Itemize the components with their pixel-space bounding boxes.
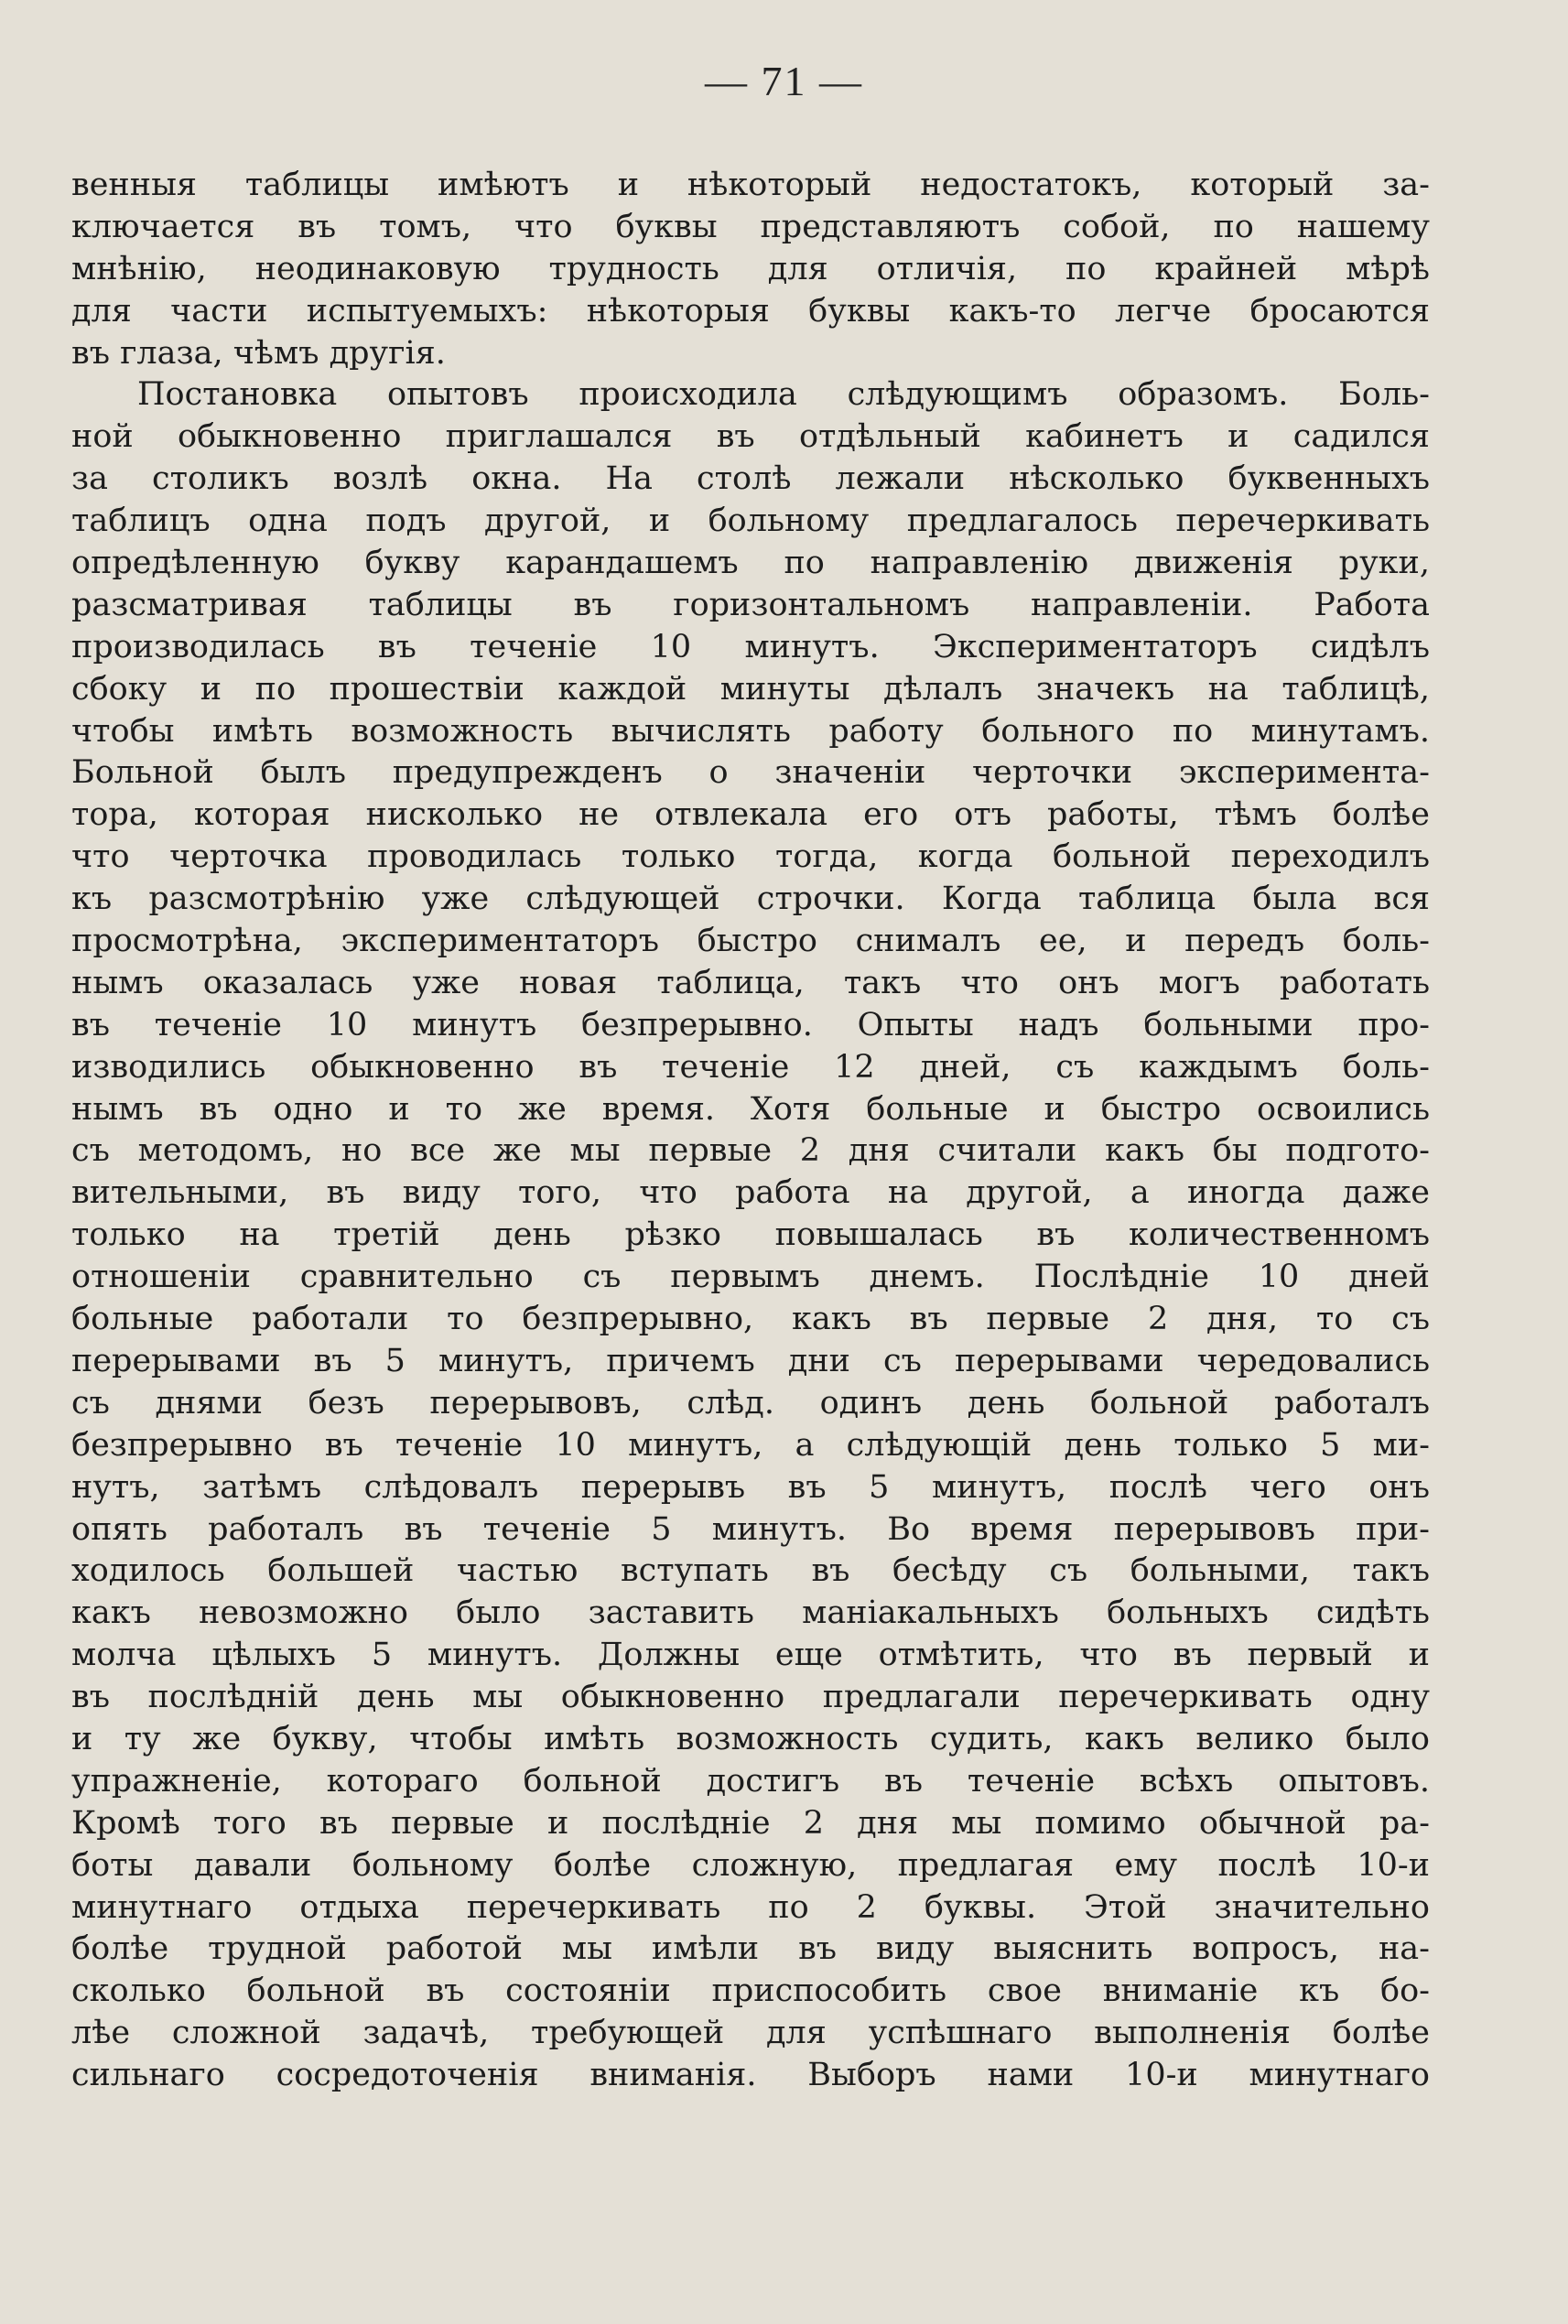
text-line: изводились обыкновенно въ теченіе 12 дней, съ каждымъ боль-: [71, 1048, 1430, 1086]
text-line: сбоку и по прошествіи каждой минуты дѣлалъ значекъ на таблицѣ,: [71, 670, 1430, 708]
text-line: просмотрѣна, экспериментаторъ быстро снималъ ее, и передъ боль-: [71, 923, 1430, 960]
text-line: въ теченіе 10 минутъ безпрерывно. Опыты надъ больными про-: [71, 1006, 1430, 1043]
text-line: чтобы имѣть возможность вычислять работу больного по минутамъ.: [71, 712, 1430, 750]
text-line: безпрерывно въ теченіе 10 минутъ, а слѣдующій день только 5 ми-: [71, 1426, 1430, 1464]
text-line: тора, которая нисколько не отвлекала его отъ работы, тѣмъ болѣе: [71, 796, 1430, 834]
text-line: Постановка опытовъ происходила слѣдующимъ образомъ. Боль-: [137, 376, 1430, 414]
paragraph-1: [71, 165, 1430, 374]
text-line: таблицъ одна подъ другой, и больному предлагалось перечеркивать: [71, 503, 1430, 540]
text-line: молча цѣлыхъ 5 минутъ. Должны еще отмѣтить, что въ первый и: [71, 1637, 1430, 1674]
text-line: болѣе трудной работой мы имѣли въ виду выяснить вопросъ, на-: [71, 1930, 1430, 1968]
text-line: съ методомъ, но все же мы первые 2 дня считали какъ бы подгото-: [71, 1132, 1430, 1170]
text-line: ходилось большей частью вступать въ бесѣду съ больными, такъ: [71, 1552, 1430, 1590]
text-line: ключается въ томъ, что буквы представляютъ собой, по нашему: [71, 208, 1430, 245]
text-line: нутъ, затѣмъ слѣдовалъ перерывъ въ 5 минутъ, послѣ чего онъ: [71, 1468, 1430, 1506]
text-line: нымъ оказалась уже новая таблица, такъ что онъ могъ работать: [71, 964, 1430, 1001]
text-line: какъ невозможно было заставить маніакальныхъ больныхъ сидѣть: [71, 1594, 1430, 1632]
body-text: [71, 165, 1430, 2097]
text-line: больные работали то безпрерывно, какъ въ первые 2 дня, то съ: [71, 1301, 1430, 1338]
text-line: упражненіе, котораго больной достигъ въ теченіе всѣхъ опытовъ.: [71, 1762, 1430, 1800]
text-line: что черточка проводилась только тогда, когда больной переходилъ: [71, 838, 1430, 876]
paragraph-2: [71, 374, 1430, 2097]
text-line: перерывами въ 5 минутъ, причемъ дни съ перерывами чередовались: [71, 1342, 1430, 1379]
page-number: — 71 —: [705, 58, 863, 104]
text-line: венныя таблицы имѣютъ и нѣкоторый недостатокъ, который за-: [71, 167, 1430, 203]
text-line: опредѣленную букву карандашемъ по направленію движенія руки,: [71, 545, 1430, 582]
text-line: только на третій день рѣзко повышалась въ количественномъ: [71, 1216, 1430, 1254]
text-line: вительными, въ виду того, что работа на другой, а иногда даже: [71, 1174, 1430, 1212]
text-line: въ глаза, чѣмъ другія.: [71, 334, 446, 372]
text-line: къ разсмотрѣнію уже слѣдующей строчки. Когда таблица была вся: [71, 881, 1430, 918]
text-line: Больной былъ предупрежденъ о значеніи черточки эксперимента-: [71, 754, 1430, 792]
text-line: въ послѣдній день мы обыкновенно предлагали перечеркивать одну: [71, 1679, 1430, 1716]
text-line: лѣе сложной задачѣ, требующей для успѣшнаго выполненія болѣе: [71, 2015, 1430, 2052]
text-line: для части испытуемыхъ: нѣкоторыя буквы какъ-то легче бросаются: [71, 292, 1430, 330]
text-line: сильнаго сосредоточенія вниманія. Выборъ нами 10-и минутнаго: [71, 2057, 1430, 2094]
text-line: опять работалъ въ теченіе 5 минутъ. Во время перерывовъ при-: [71, 1510, 1430, 1548]
text-line: боты давали больному болѣе сложную, предлагая ему послѣ 10-и: [71, 1846, 1430, 1884]
text-line: съ днями безъ перерывовъ, слѣд. одинъ день больной работалъ: [71, 1384, 1430, 1421]
text-line: ной обыкновенно приглашался въ отдѣльный кабинетъ и садился: [71, 418, 1430, 456]
text-line: сколько больной въ состояніи приспособить свое вниманіе къ бо-: [71, 1973, 1430, 2010]
text-line: минутнаго отдыха перечеркивать по 2 буквы. Этой значительно: [71, 1888, 1430, 1926]
text-line: Кромѣ того въ первые и послѣдніе 2 дня мы помимо обычной ра-: [71, 1804, 1430, 1842]
text-line: разсматривая таблицы въ горизонтальномъ направленіи. Работа: [71, 586, 1430, 623]
text-line: нымъ въ одно и то же время. Хотя больные и быстро освоились: [71, 1090, 1430, 1128]
text-line: за столикъ возлѣ окна. На столѣ лежали нѣсколько буквенныхъ: [71, 460, 1430, 498]
text-line: и ту же букву, чтобы имѣть возможность судить, какъ велико было: [71, 1720, 1430, 1757]
text-line: отношеніи сравнительно съ первымъ днемъ. Послѣдніе 10 дней: [71, 1259, 1430, 1296]
text-line: производилась въ теченіе 10 минутъ. Экспериментаторъ сидѣлъ: [71, 628, 1430, 665]
text-line: мнѣнію, неодинаковую трудность для отличія, по крайней мѣрѣ: [71, 250, 1430, 287]
